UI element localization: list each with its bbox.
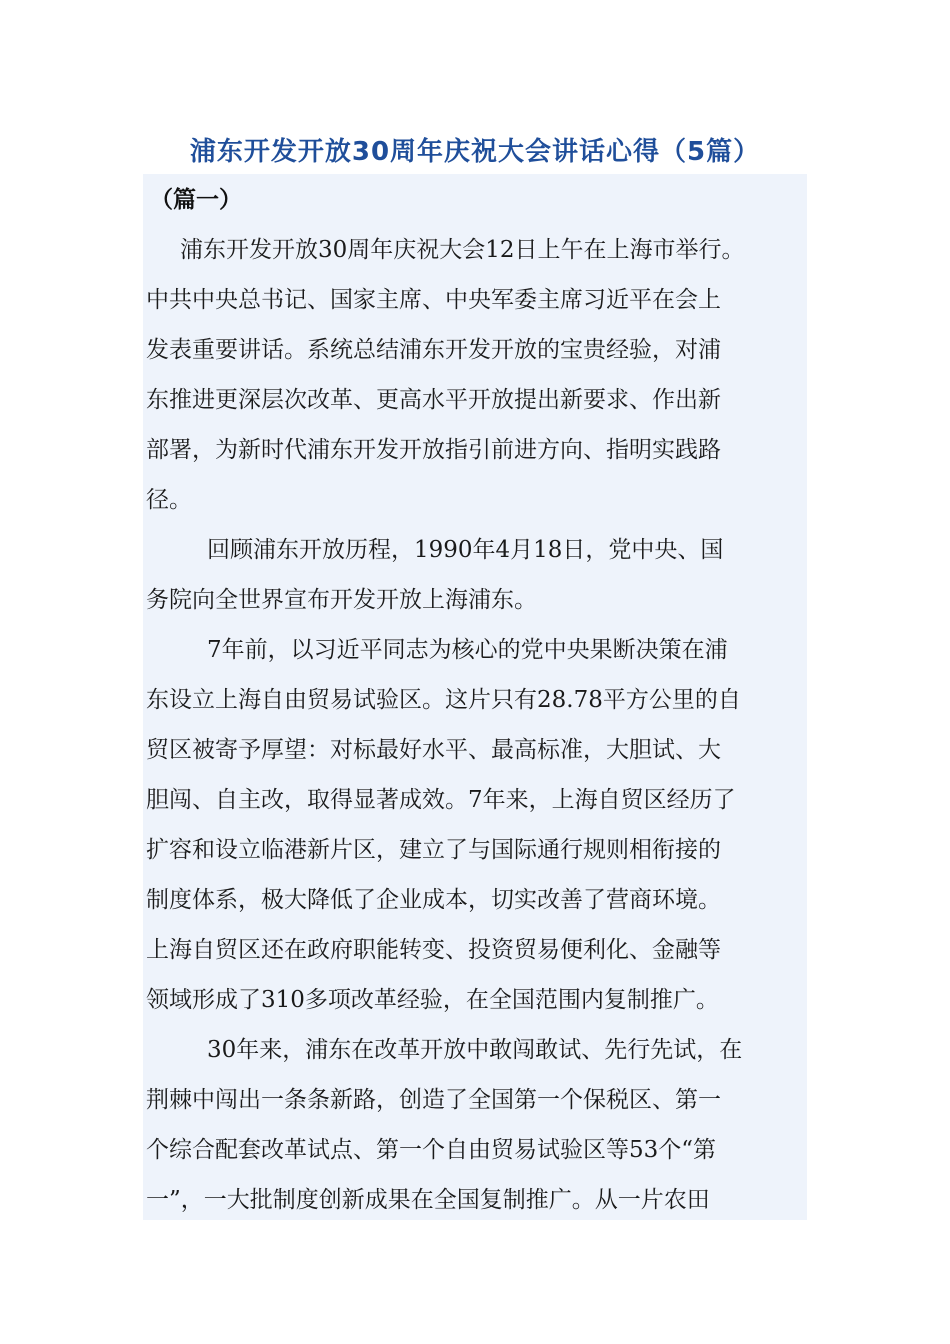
paragraph-line: 个综合配套改革试点、第一个自由贸易试验区等53个“第	[146, 1137, 717, 1163]
section-heading: （篇一）	[150, 187, 242, 213]
paragraph-line: 浦东开发开放30周年庆祝大会12日上午在上海市举行。	[180, 237, 745, 263]
paragraph-line: 东推进更深层次改革、更高水平开放提出新要求、作出新	[146, 387, 721, 413]
paragraph-line: 上海自贸区还在政府职能转变、投资贸易便利化、金融等	[146, 937, 721, 963]
paragraph-line: 贸区被寄予厚望：对标最好水平、最高标准，大胆试、大	[146, 737, 721, 763]
paragraph-line: 扩容和设立临港新片区，建立了与国际通行规则相衔接的	[146, 837, 721, 863]
paragraph-line: 一”，一大批制度创新成果在全国复制推广。从一片农田	[146, 1187, 710, 1213]
paragraph-line: 制度体系，极大降低了企业成本，切实改善了营商环境。	[146, 887, 721, 913]
paragraph-line: 发表重要讲话。系统总结浦东开发开放的宝贵经验，对浦	[146, 337, 721, 363]
paragraph-line: 胆闯、自主改，取得显著成效。7年来，上海自贸区经历了	[146, 787, 736, 813]
paragraph-line: 务院向全世界宣布开发开放上海浦东。	[146, 587, 537, 613]
document-title: 浦东开发开放30周年庆祝大会讲话心得（5篇）	[189, 137, 761, 167]
paragraph-line: 径。	[146, 487, 192, 513]
paragraph-line: 7年前，以习近平同志为核心的党中央果断决策在浦	[207, 637, 728, 663]
paragraph-line: 中共中央总书记、国家主席、中央军委主席习近平在会上	[146, 287, 721, 313]
paragraph-line: 荆棘中闯出一条条新路，创造了全国第一个保税区、第一	[146, 1087, 721, 1113]
paragraph-line: 部署，为新时代浦东开发开放指引前进方向、指明实践路	[146, 437, 721, 463]
paragraph-line: 领域形成了310多项改革经验，在全国范围内复制推广。	[146, 987, 719, 1013]
paragraph-line: 30年来，浦东在改革开放中敢闯敢试、先行先试，在	[207, 1037, 743, 1063]
paragraph-line: 东设立上海自由贸易试验区。这片只有28.78平方公里的自	[146, 687, 741, 713]
paragraph-line: 回顾浦东开放历程，1990年4月18日，党中央、国	[207, 537, 724, 563]
